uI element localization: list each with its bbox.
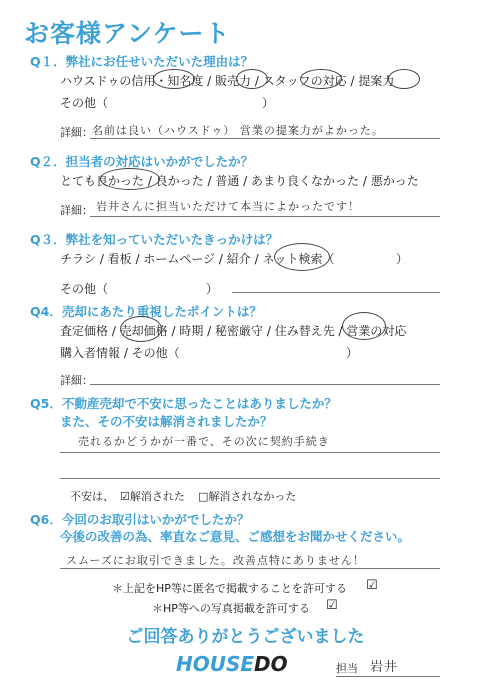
q3-options-line1: チラシ / 看板 / ホームページ / 紹介 / ネット検索（	[60, 252, 335, 266]
q6-question-line1: Q6．今回のお取引はいかがでしたか？	[30, 512, 250, 527]
q4-options-line2-close: ）	[346, 346, 359, 360]
q3-options-line2: その他（	[60, 282, 109, 296]
thank-you-message: ご回答ありがとうございました	[126, 627, 365, 647]
q2-question: Q２．担当者の対応はいかがでしたか？	[30, 154, 254, 169]
staff-name-handwriting: 岩井	[370, 660, 399, 675]
consent-anonymous-text: ＊上記をHP等に匿名で掲載することを許可する	[112, 582, 347, 595]
q4-options-line2: 購入者情報 / その他（	[60, 346, 180, 360]
q2-options: とても良かった / 良かった / 普通 / あまり良くなかった / 悪かった	[60, 174, 419, 188]
q4-question: Q4．売却にあたり重視したポイントは？	[30, 304, 262, 319]
q1-circle-mark	[300, 69, 342, 89]
staff-label: 担当	[336, 662, 358, 675]
consent-anonymous-check: ☑	[366, 578, 378, 593]
q6-answer-line	[60, 568, 440, 569]
q6-question-line2: 今後の改善の為、率直なご意見、ご感想をお聞かせください。	[60, 529, 411, 544]
q2-detail-line	[90, 216, 440, 217]
q1-detail-handwriting: 名前は良い（ハウスドゥ） 営業の提案力がよかった。	[92, 124, 384, 137]
logo-part-do: DO	[254, 652, 288, 676]
q3-other-line	[232, 292, 440, 293]
q1-question: Q１．弊社にお任せいただいた理由は？	[30, 54, 254, 69]
consent-photo-check: ☑	[326, 598, 338, 613]
survey-title: お客様アンケート	[24, 19, 231, 48]
q3-circle-mark	[274, 243, 330, 271]
q3-question: Q３．弊社を知っていただいたきっかけは？	[30, 232, 279, 247]
q1-options-line1: ハウスドゥの信用・知名度 / 販売力 / スタッフの対応 / 提案力	[60, 74, 395, 88]
q5-question-line1: Q5．不動産売却で不安に思ったことはありましたか？	[30, 396, 337, 411]
q2-detail-handwriting: 岩井さんに担当いただけて本当によかったです！	[96, 200, 360, 213]
q5-anxiety-label: 不安は、	[70, 490, 114, 503]
q4-circle-mark	[342, 312, 386, 340]
q1-detail-line	[90, 138, 440, 139]
housedo-logo	[176, 652, 288, 676]
consent-photo-text: ＊HP等への写真掲載を許可する	[152, 602, 310, 615]
q6-answer-handwriting: スムーズにお取引できました。改善点特にありません！	[66, 554, 365, 567]
q1-circle-mark	[236, 69, 268, 89]
q3-options-line2-close: ）	[206, 282, 219, 296]
q5-answer-line	[60, 478, 440, 479]
q5-question-line2: また、その不安は解消されましたか？	[60, 414, 273, 429]
q3-options-line1-close: ）	[396, 252, 409, 266]
q2-circle-mark	[100, 168, 160, 190]
staff-signature-line	[336, 676, 440, 677]
q4-detail-line	[90, 384, 440, 385]
logo-part-house: HOUSE	[176, 652, 255, 676]
q1-detail-label: 詳細：	[60, 126, 93, 139]
q1-options-line2-close: ）	[262, 96, 275, 110]
q2-detail-label: 詳細：	[60, 204, 93, 217]
q5-resolved-option: ☑解消された	[120, 490, 185, 503]
q5-not-resolved-option: □解消されなかった	[198, 490, 297, 503]
q4-circle-mark	[120, 316, 162, 342]
q1-circle-mark	[153, 69, 195, 89]
q5-answer-line	[60, 452, 440, 453]
q5-answer-handwriting: 売れるかどうかが一番で、その次に契約手続き	[78, 435, 330, 448]
q1-circle-mark	[388, 69, 420, 89]
q1-options-line2: その他（	[60, 96, 109, 110]
q4-options-line1: 査定価格 / 売却価格 / 時期 / 秘密厳守 / 住み替え先 / 営業の対応	[60, 324, 407, 338]
q4-detail-label: 詳細：	[60, 374, 93, 387]
